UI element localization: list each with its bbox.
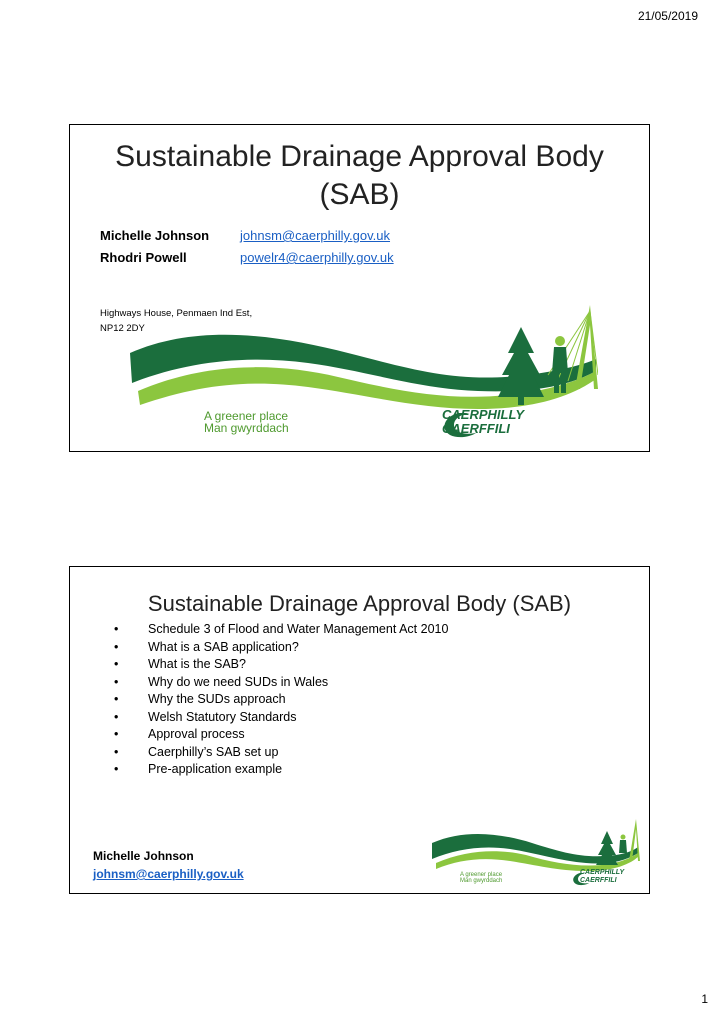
slide-2-title: Sustainable Drainage Approval Body (SAB) bbox=[147, 591, 572, 616]
list-item: • Approval process bbox=[114, 726, 448, 744]
list-item: • Why do we need SUDs in Wales bbox=[114, 674, 448, 692]
page-number: 1 bbox=[701, 992, 708, 1006]
list-item: • Schedule 3 of Flood and Water Management Act 2010 bbox=[114, 621, 448, 639]
list-item: • Pre-application example bbox=[114, 761, 448, 779]
presenter-email-link[interactable]: powelr4@caerphilly.gov.uk bbox=[240, 250, 394, 265]
bullet-icon: • bbox=[114, 727, 119, 741]
slide-2 bbox=[69, 566, 650, 894]
slide-1 bbox=[69, 124, 650, 452]
presenter-name: Michelle Johnson bbox=[100, 228, 210, 243]
presenter-row bbox=[100, 247, 394, 269]
bullet-icon: • bbox=[114, 622, 119, 636]
presenter-email-link[interactable]: johnsm@caerphilly.gov.uk bbox=[240, 228, 391, 243]
contact-name: Michelle Johnson bbox=[93, 849, 194, 863]
bullet-icon: • bbox=[114, 639, 119, 654]
presenter-list bbox=[100, 225, 394, 269]
agenda-list bbox=[114, 621, 448, 779]
logo-brand-text: CAERPHILLY CAERFFILI bbox=[580, 869, 625, 884]
contact-block bbox=[93, 847, 244, 883]
bullet-icon: • bbox=[114, 709, 119, 724]
bullet-icon: • bbox=[114, 762, 119, 776]
list-item: • Why the SUDs approach bbox=[114, 691, 448, 709]
contact-email-link[interactable]: johnsm@caerphilly.gov.uk bbox=[93, 867, 244, 881]
logo-brand-text: CAERPHILLY CAERFFILI bbox=[442, 407, 525, 436]
logo-tagline: A greener place Man gwyrddach bbox=[204, 409, 289, 435]
list-item: • What is the SAB? bbox=[114, 656, 448, 674]
bullet-icon: • bbox=[114, 744, 119, 759]
list-item: • What is a SAB application? bbox=[114, 639, 448, 657]
presenter-row bbox=[100, 225, 394, 247]
logo-tagline: A greener place Man gwyrddach bbox=[460, 872, 503, 884]
presenter-name: Rhodri Powell bbox=[100, 250, 187, 265]
list-item: • Caerphilly’s SAB set up bbox=[114, 744, 448, 762]
list-item: • Welsh Statutory Standards bbox=[114, 709, 448, 727]
print-date: 21/05/2019 bbox=[637, 9, 698, 23]
office-address: Highways House, Penmaen Ind Est, NP12 2DY bbox=[100, 308, 253, 334]
bullet-icon: • bbox=[114, 657, 119, 671]
slide-1-title: Sustainable Drainage Approval Body (SAB) bbox=[115, 140, 604, 211]
bullet-icon: • bbox=[114, 692, 119, 706]
bullet-icon: • bbox=[114, 674, 119, 689]
